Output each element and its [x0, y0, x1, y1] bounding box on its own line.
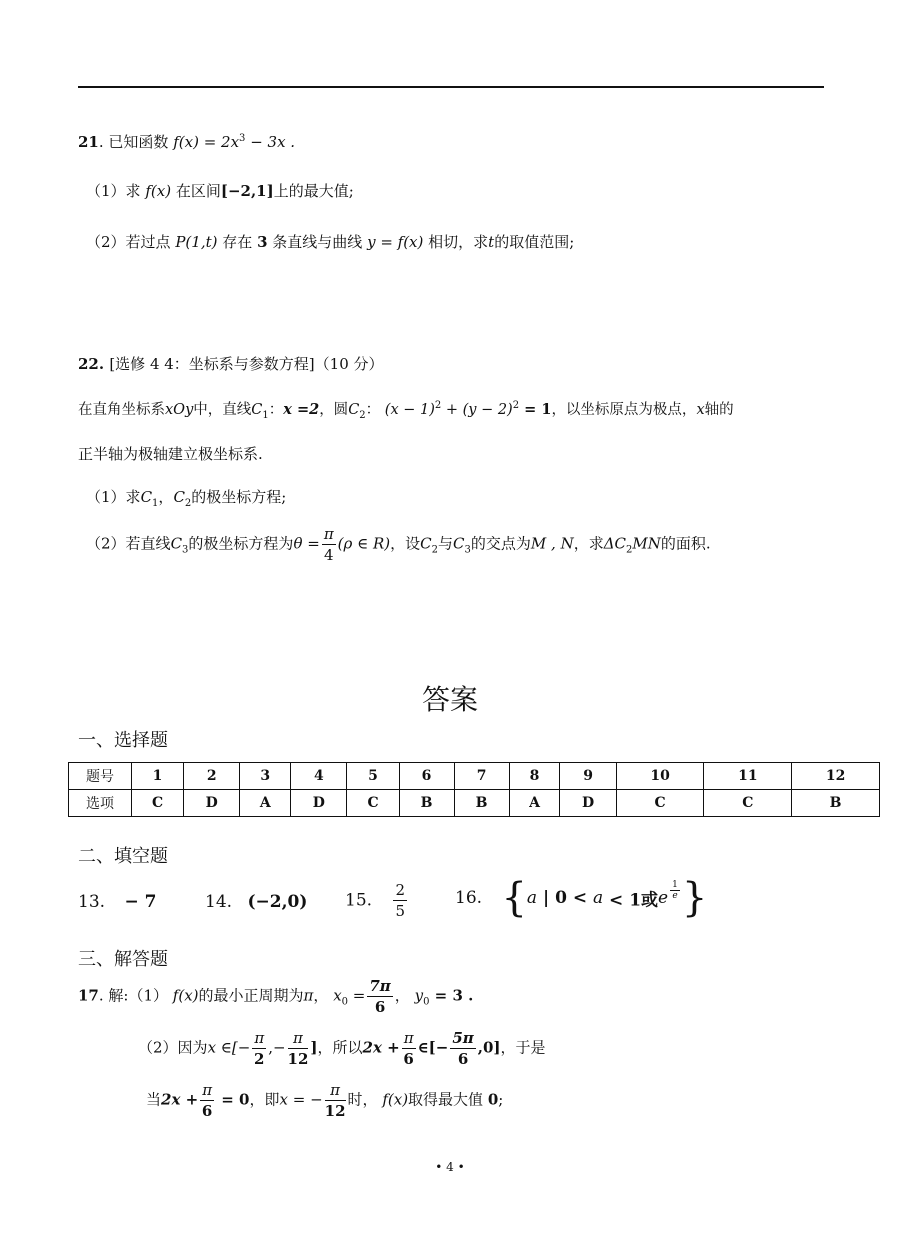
- q22-part2-text1: 若直线: [125, 534, 171, 553]
- q22-part2-c2b: C: [420, 534, 432, 553]
- table-cell-number: 7: [454, 763, 509, 790]
- q22-pi-over-4: [322, 524, 336, 565]
- table-row-answers: [69, 790, 880, 817]
- right-brace-icon: }: [681, 875, 708, 921]
- fill-q15-frac-num: 2: [395, 881, 405, 899]
- q22-triangle: ΔC: [603, 534, 627, 553]
- q17-x0-fraction: [367, 976, 392, 1017]
- q21-number: 21: [78, 133, 99, 151]
- table-cell-answer: B: [454, 790, 509, 817]
- q17-p2-f2-num: π: [288, 1028, 309, 1049]
- q17-p3-f1-num: π: [202, 1081, 213, 1099]
- q21-formula: f(x) = 2x: [173, 133, 240, 151]
- q17-y0-sub: 0: [423, 996, 430, 1008]
- q17-p2-f2-den: 12: [287, 1050, 309, 1068]
- q21-stem-text: 已知函数: [108, 133, 169, 151]
- table-cell-answer: D: [560, 790, 616, 817]
- q17-p3-f1-den: 6: [201, 1102, 213, 1120]
- page-number: • 4 •: [435, 1160, 465, 1174]
- q22-c2: C: [348, 402, 360, 418]
- q17-p2-frac1: [252, 1028, 266, 1069]
- q22-part2-c3b: C: [453, 534, 465, 553]
- q21-exponent: 3: [239, 133, 246, 144]
- top-rule: [78, 86, 824, 88]
- fill-q15-frac-den: 5: [395, 902, 405, 920]
- q17-p3-eq: = 0: [216, 1090, 250, 1109]
- fill-q15-fraction: [393, 880, 407, 921]
- q17-y0-val: = 3 .: [429, 986, 474, 1005]
- q17-p2-x: x ∈[−: [207, 1038, 251, 1057]
- q22-line1-c: ：: [268, 402, 284, 418]
- q22-part1: [86, 486, 286, 509]
- table-cell-answer: A: [240, 790, 291, 817]
- table-cell-answer: B: [792, 790, 880, 817]
- table-cell-number: 9: [560, 763, 616, 790]
- q22-title: 22. [选修 4 4：坐标系与参数方程]（10 分）: [78, 355, 384, 373]
- q17-p2-f1-num: π: [254, 1029, 265, 1047]
- table-cell-number: 4: [291, 763, 347, 790]
- q22-part1-text1: 求: [125, 488, 141, 506]
- q21-part1-fx: f(x): [145, 182, 172, 200]
- q21-formula-rest: − 3x .: [245, 133, 296, 151]
- q21-part1-text2: 在区间: [175, 182, 221, 200]
- q21-stem: 21. 已知函数 $f(x) = 2x^3 - 3x$ .: [78, 133, 296, 151]
- table-cell-answer: D: [184, 790, 240, 817]
- q17-part2: [138, 1028, 546, 1069]
- q22-line1: [78, 398, 734, 421]
- fill-q13-num: 13.: [78, 892, 106, 912]
- fill-q14: [205, 892, 307, 912]
- q22-part2-text5: 的交点为: [470, 534, 531, 553]
- q21-part2-curve: y = f(x): [367, 233, 424, 251]
- q17-p2-f4-num: 5π: [452, 1029, 474, 1047]
- fill-q16: [455, 875, 708, 921]
- fill-q16-mid: | 0 <: [537, 888, 593, 908]
- q22-part2-text4: 与: [438, 534, 454, 553]
- q22-line2: 正半轴为极轴建立极坐标系.: [78, 445, 263, 463]
- table-header-number: 题号: [69, 763, 132, 790]
- q21-part2-text3: 条直线与曲线: [272, 233, 363, 251]
- q21-part2-point: P(1,t): [175, 233, 218, 251]
- q22-theta: θ =: [293, 534, 320, 553]
- table-cell-answer: D: [291, 790, 347, 817]
- q22-line1-g: 轴的: [704, 402, 734, 418]
- q17-label: . 解:（1）: [98, 986, 169, 1005]
- q22-part1-label: （1）: [86, 488, 126, 506]
- table-cell-number: 1: [132, 763, 184, 790]
- q17-p3-text2: ，即: [249, 1090, 280, 1109]
- table-cell-number: 11: [704, 763, 792, 790]
- fill-q16-num: 16.: [455, 888, 483, 908]
- q17-p3-text3: 时，: [347, 1090, 378, 1109]
- q22-part2-label: （2）: [86, 534, 126, 553]
- q22-sq-1: 2: [434, 400, 442, 412]
- q17-p3-f2-den: 12: [324, 1102, 346, 1120]
- q17-p2-text2: ，所以: [317, 1038, 363, 1057]
- q17-p3-fx: f(x): [382, 1090, 409, 1109]
- fill-q16-a2: a: [592, 888, 604, 908]
- q22-line1-f: ，以坐标原点为极点，: [551, 402, 697, 418]
- fill-q16-exp-den: e: [672, 891, 678, 901]
- q21-part1-label: （1）: [86, 182, 126, 200]
- q17-y0: y: [414, 986, 424, 1005]
- section-choice: 一、选择题: [78, 730, 168, 751]
- table-header-answer: 选项: [69, 790, 132, 817]
- q22-mn: M , N: [530, 534, 574, 553]
- q21-part2-text5: 的取值范围;: [494, 233, 575, 251]
- q17-p3-text1: 当: [146, 1090, 162, 1109]
- q22-circle-a: (x − 1): [384, 402, 435, 418]
- q22-number: 22: [78, 355, 99, 373]
- q21-part2-text4: 相切，求: [428, 233, 489, 251]
- q17-p2-2x: 2x +: [362, 1038, 400, 1057]
- q17-text2: ，: [313, 986, 329, 1005]
- q21-part2-text2: 存在: [222, 233, 253, 251]
- q22-c1: C: [251, 402, 263, 418]
- q17-p2-label: （2）: [138, 1038, 178, 1057]
- q17-p2-f4-den: 6: [457, 1050, 469, 1068]
- q17-p2-text1: 因为: [177, 1038, 208, 1057]
- table-cell-answer: B: [399, 790, 454, 817]
- answer-table: [68, 762, 880, 817]
- table-cell-answer: C: [704, 790, 792, 817]
- q21-part1-interval: [−2,1]: [220, 182, 274, 200]
- q21-part2-num: 3: [257, 233, 268, 251]
- q17-part3: [146, 1080, 503, 1121]
- q22-x2: x =2: [283, 401, 320, 418]
- answer-title: 答案: [421, 683, 478, 716]
- q21-part1-text3: 上的最大值;: [273, 182, 354, 200]
- q22-part2-text2: 的极坐标方程为: [188, 534, 294, 553]
- q17-p3-text4: 取得最大值: [408, 1090, 484, 1109]
- q17-p2-frac2: [288, 1028, 309, 1069]
- q17-x0-sub: 0: [341, 996, 349, 1008]
- q22-c2-sub: 2: [359, 409, 366, 421]
- q22-line1-a: 在直角坐标系: [78, 402, 165, 418]
- q22-circle-c: = 1: [519, 401, 552, 418]
- q17-p3-f2-num: π: [325, 1080, 346, 1101]
- table-row-numbers: [69, 763, 880, 790]
- section-fill: 二、填空题: [78, 846, 168, 867]
- fill-q16-a: a: [526, 888, 538, 908]
- q22-line1-d: ，圆: [319, 402, 349, 418]
- q21-part2-text1: 若过点: [125, 233, 171, 251]
- q17-number: 17: [78, 986, 99, 1005]
- q17-p2-frac3: [402, 1028, 416, 1069]
- q17-part1: [78, 976, 473, 1017]
- table-cell-number: 3: [240, 763, 291, 790]
- table-cell-answer: A: [509, 790, 560, 817]
- fill-q13: [78, 892, 156, 912]
- q22-x: x: [696, 402, 705, 418]
- q22-part2-c2b-sub: 2: [431, 544, 439, 556]
- q22-part2-c3: C: [170, 534, 183, 553]
- q17-x0-eq: =: [348, 986, 366, 1005]
- fill-q16-rest: < 1或: [603, 890, 659, 911]
- q21-part2-label: （2）: [86, 233, 126, 251]
- q21-part1-text1: 求: [125, 182, 141, 200]
- fill-q14-num: 14.: [205, 892, 233, 912]
- fill-q16-exp-num: 1: [672, 880, 678, 890]
- q22-part2-text3: ，设: [390, 534, 421, 553]
- table-cell-answer: C: [132, 790, 184, 817]
- q17-p2-text3: ，于是: [500, 1038, 546, 1057]
- q22-c1-sub: 1: [262, 409, 269, 421]
- q17-p3-zero: 0: [487, 1090, 499, 1109]
- q17-x0: x: [333, 986, 342, 1005]
- table-cell-number: 5: [347, 763, 399, 790]
- q17-p3-2x: 2x +: [161, 1090, 199, 1109]
- q17-x0-frac-den: 6: [374, 998, 386, 1016]
- table-cell-number: 10: [616, 763, 704, 790]
- q17-p2-frac4: [450, 1028, 475, 1069]
- q22-circle-b: + (y − 2): [441, 402, 513, 418]
- q17-text3: ，: [394, 986, 410, 1005]
- q17-p3-frac1: [200, 1080, 214, 1121]
- q17-p3-x: x = −: [279, 1090, 323, 1109]
- fill-q13-answer: − 7: [124, 892, 157, 912]
- q22-part2: [86, 524, 711, 565]
- q17-p2-f3-num: π: [403, 1029, 414, 1047]
- q17-p2-f3-den: 6: [403, 1050, 414, 1068]
- q22-part1-c1: C: [140, 488, 153, 506]
- q22-part1-c2: C: [173, 488, 185, 506]
- q22-frac-num: π: [323, 525, 334, 543]
- fill-q14-answer: (−2,0): [247, 892, 308, 912]
- q22-frac-den: 4: [323, 546, 334, 564]
- q17-fx: f(x): [172, 986, 199, 1005]
- table-cell-number: 2: [184, 763, 240, 790]
- fill-q16-e: e: [658, 888, 669, 908]
- q17-p3-semi: ;: [498, 1090, 504, 1109]
- table-cell-number: 8: [509, 763, 560, 790]
- table-cell-number: 12: [792, 763, 880, 790]
- q22-part1-text3: 的极坐标方程;: [191, 488, 287, 506]
- q17-p2-close: ]: [310, 1038, 318, 1057]
- q21-part2: [86, 231, 574, 252]
- q22-title-text: [选修 4 4：坐标系与参数方程]（10 分）: [109, 355, 384, 373]
- q22-part1-c1-sub: 1: [152, 498, 159, 509]
- q17-x0-frac-num: 7π: [369, 977, 391, 995]
- fill-q16-exponent: [670, 880, 680, 901]
- q22-part2-c3b-sub: 3: [464, 544, 471, 556]
- q17-p2-f1-den: 2: [254, 1050, 265, 1068]
- q22-part1-c2-sub: 2: [184, 498, 192, 509]
- q22-part2-text7: 的面积.: [660, 534, 711, 553]
- q22-triangle-rest: MN: [632, 534, 661, 553]
- table-cell-number: 6: [399, 763, 454, 790]
- q22-xoy: xOy: [165, 402, 194, 418]
- table-cell-answer: C: [347, 790, 399, 817]
- q17-p2-in: ∈[−: [417, 1038, 449, 1057]
- q17-p2-close2: ,0]: [477, 1038, 501, 1057]
- q21-part1: [86, 180, 354, 201]
- q22-line1-e: ：: [365, 402, 381, 418]
- q21-part2-t: t: [488, 233, 495, 251]
- table-cell-answer: C: [616, 790, 704, 817]
- q22-triangle-sub: 2: [626, 544, 633, 556]
- fill-q15-num: 15.: [345, 890, 373, 911]
- q22-part2-text6: ，求: [573, 534, 604, 553]
- left-brace-icon: {: [501, 875, 527, 921]
- q17-p3-frac2: [325, 1080, 346, 1121]
- fill-q15: [345, 880, 409, 921]
- q17-pi: π: [303, 986, 314, 1005]
- q22-rho: (ρ ∈ R): [337, 534, 391, 553]
- q22-part1-text2: ，: [158, 488, 174, 506]
- section-solution: 三、解答题: [78, 949, 168, 970]
- q22-sq-2: 2: [512, 400, 520, 412]
- q22-line1-b: 中，直线: [193, 402, 252, 418]
- q17-text1: 的最小正周期为: [198, 986, 304, 1005]
- q22-part2-c3-sub: 3: [182, 544, 189, 556]
- q17-p2-comma: ,−: [268, 1038, 286, 1057]
